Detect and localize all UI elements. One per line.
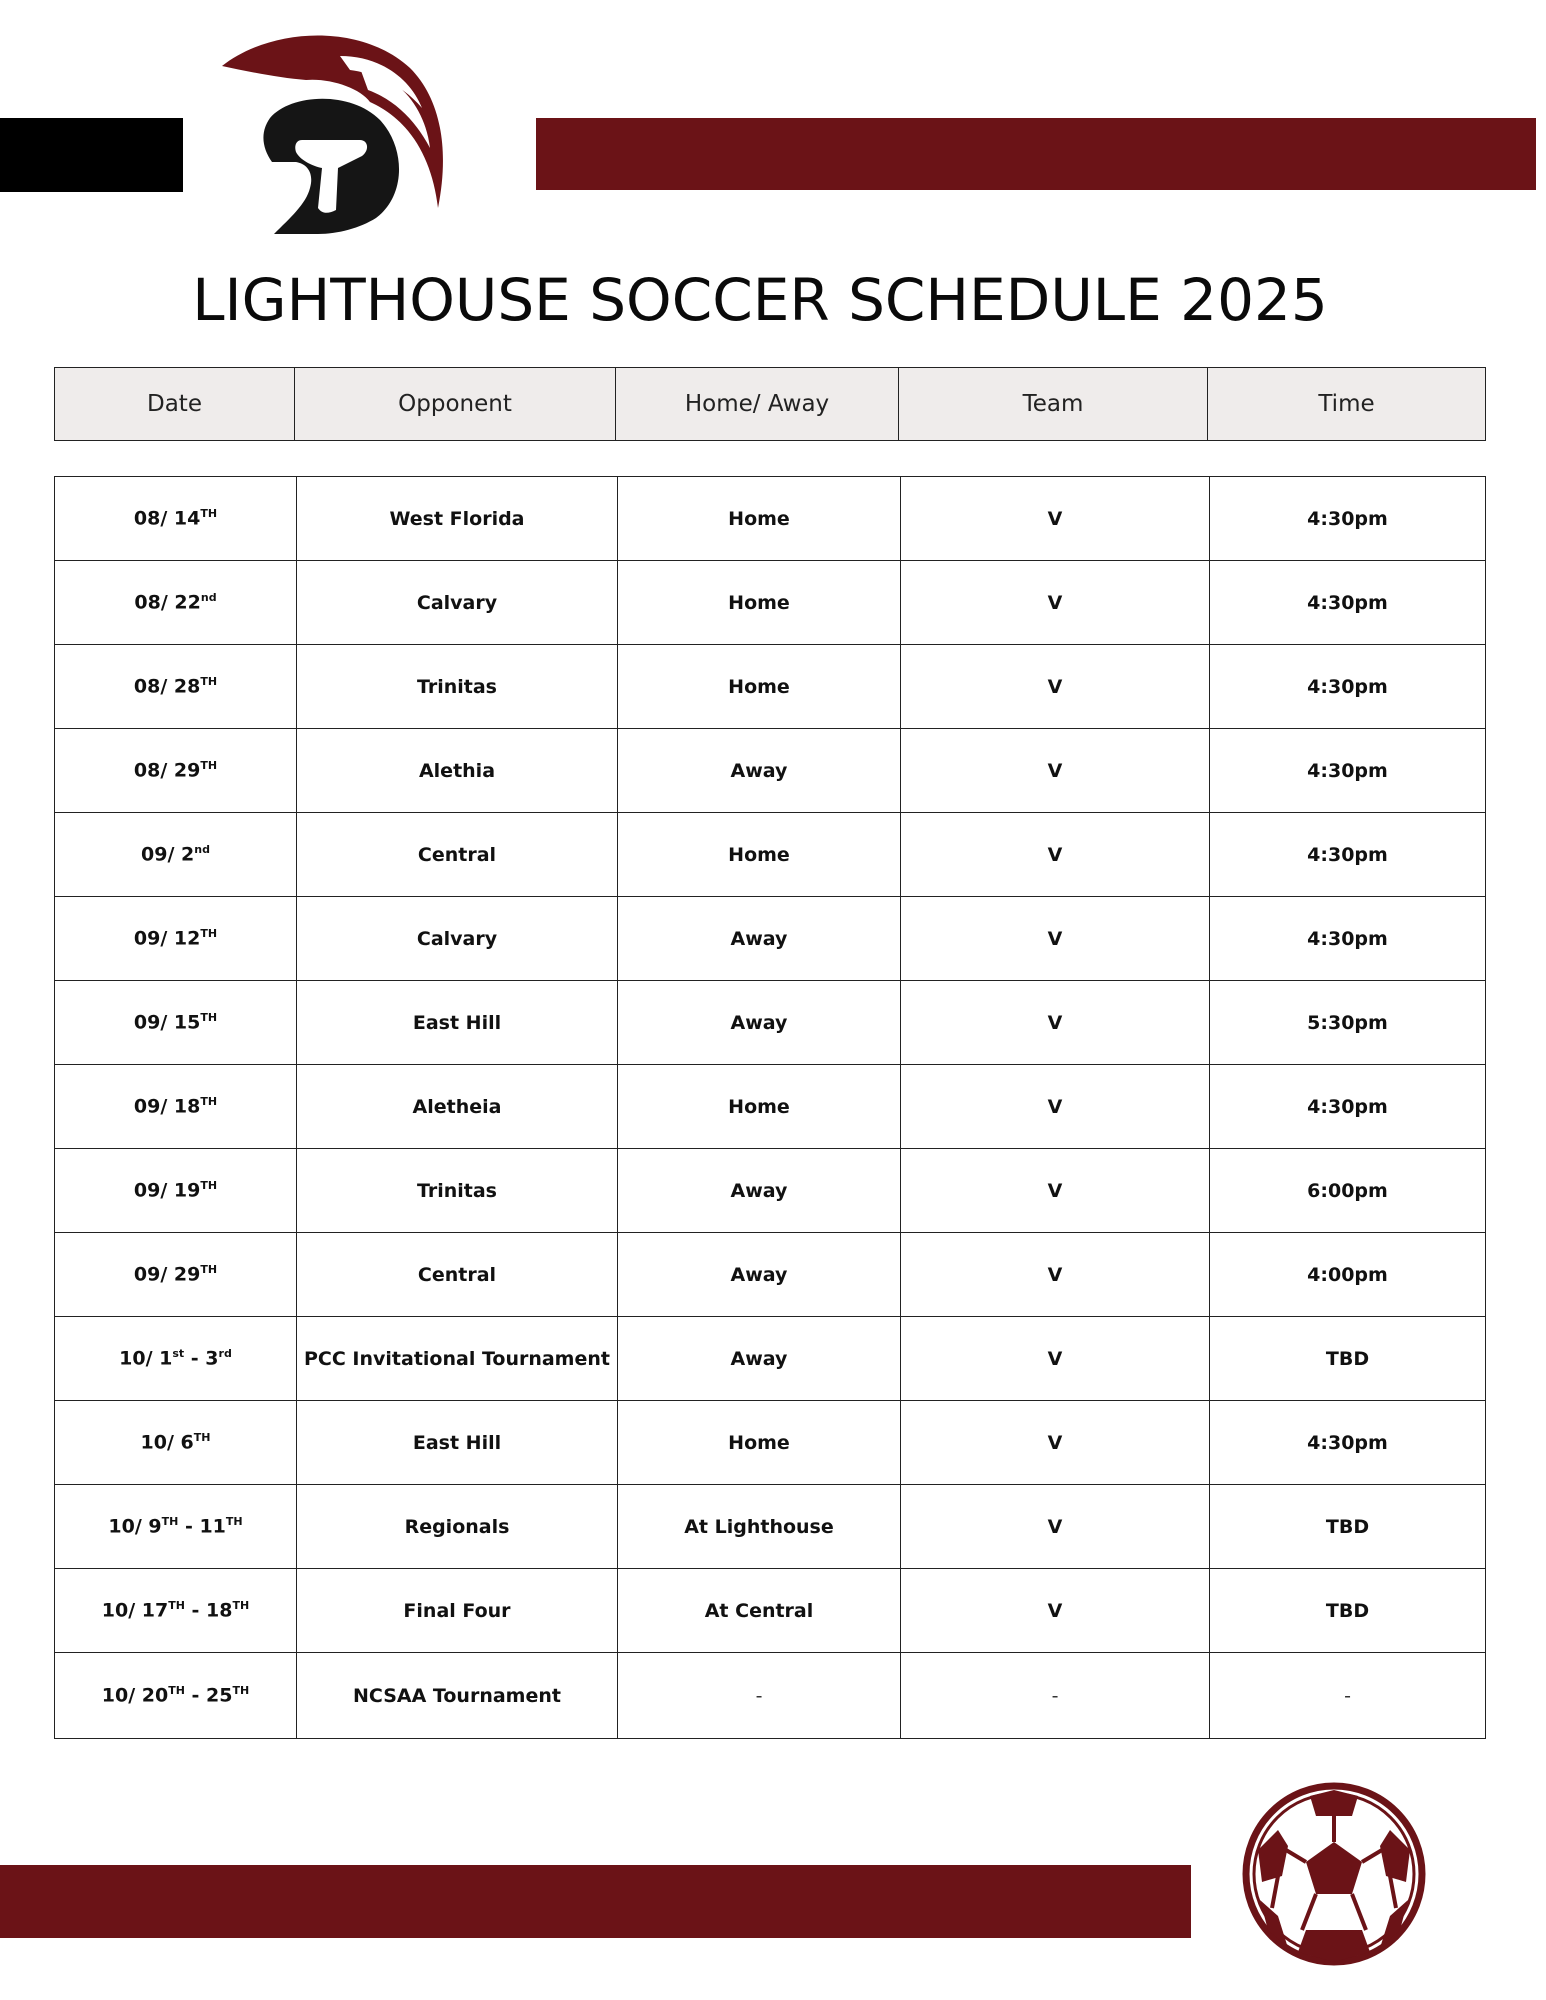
date-cell xyxy=(55,729,297,813)
date-suffix: nd xyxy=(200,591,217,605)
time-cell: 4:00pm xyxy=(1210,1233,1486,1317)
table-row xyxy=(55,1065,1486,1149)
top-left-black-bar xyxy=(0,118,183,192)
date-suffix: TH xyxy=(200,1095,218,1109)
team-cell: V xyxy=(901,477,1210,561)
team-cell: V xyxy=(901,1233,1210,1317)
time-cell: 5:30pm xyxy=(1210,981,1486,1065)
date-cell xyxy=(55,981,297,1065)
team-cell: V xyxy=(901,1065,1210,1149)
header-team: Team xyxy=(899,368,1208,441)
time-cell: 4:30pm xyxy=(1210,477,1486,561)
date-suffix: TH xyxy=(200,1179,218,1193)
time-cell: TBD xyxy=(1210,1317,1486,1401)
home-away-cell: Home xyxy=(618,561,901,645)
date-text: 10/ 1 xyxy=(119,1347,173,1370)
date-cell xyxy=(55,477,297,561)
home-away-cell: At Central xyxy=(618,1569,901,1653)
date-suffix: TH xyxy=(168,1599,185,1613)
opponent-cell: Aletheia xyxy=(297,1065,618,1149)
date-suffix: st xyxy=(172,1347,185,1361)
opponent-cell: Alethia xyxy=(297,729,618,813)
date-cell xyxy=(55,1149,297,1233)
time-cell: TBD xyxy=(1210,1569,1486,1653)
table-row xyxy=(55,981,1486,1065)
header-opponent: Opponent xyxy=(295,368,616,441)
team-cell: V xyxy=(901,729,1210,813)
date-cell xyxy=(55,561,297,645)
header-date: Date xyxy=(55,368,295,441)
time-cell: 4:30pm xyxy=(1210,561,1486,645)
table-row xyxy=(55,729,1486,813)
date-text: 10/ 9 xyxy=(108,1515,162,1538)
schedule-header xyxy=(54,367,1486,441)
date-text: 09/ 18 xyxy=(133,1095,201,1118)
opponent-cell: Calvary xyxy=(297,561,618,645)
table-row xyxy=(55,1401,1486,1485)
date-text: 09/ 2 xyxy=(141,843,195,866)
time-cell: 4:30pm xyxy=(1210,897,1486,981)
table-row xyxy=(55,1149,1486,1233)
opponent-cell: Calvary xyxy=(297,897,618,981)
table-row xyxy=(55,1569,1486,1653)
team-cell: V xyxy=(901,897,1210,981)
schedule-table xyxy=(54,476,1486,1739)
opponent-cell: East Hill xyxy=(297,1401,618,1485)
date-suffix: TH xyxy=(168,1684,185,1698)
table-row xyxy=(55,1653,1486,1739)
time-cell: 4:30pm xyxy=(1210,1065,1486,1149)
date-text: 09/ 15 xyxy=(133,1011,201,1034)
team-cell: V xyxy=(901,1569,1210,1653)
home-away-cell: Home xyxy=(618,1065,901,1149)
date-cell xyxy=(55,1569,297,1653)
soccer-ball-icon xyxy=(1240,1780,1428,1968)
team-cell: V xyxy=(901,813,1210,897)
opponent-cell: Central xyxy=(297,1233,618,1317)
home-away-cell: Home xyxy=(618,477,901,561)
date-text: 09/ 19 xyxy=(133,1179,201,1202)
table-row xyxy=(55,1233,1486,1317)
time-cell: 4:30pm xyxy=(1210,813,1486,897)
date-suffix: nd xyxy=(194,843,210,857)
opponent-cell: Regionals xyxy=(297,1485,618,1569)
date-text: 09/ 29 xyxy=(133,1263,201,1286)
date-end-suffix: TH xyxy=(225,1515,243,1529)
table-row xyxy=(55,897,1486,981)
date-text: 10/ 17 xyxy=(101,1599,169,1622)
date-suffix: TH xyxy=(200,1263,218,1277)
date-cell xyxy=(55,1233,297,1317)
date-end-suffix: rd xyxy=(218,1347,232,1361)
team-cell: V xyxy=(901,1149,1210,1233)
spartan-helmet-icon xyxy=(210,28,450,240)
home-away-cell: Away xyxy=(618,1149,901,1233)
opponent-cell: Central xyxy=(297,813,618,897)
home-away-cell: At Lighthouse xyxy=(618,1485,901,1569)
date-text: 10/ 6 xyxy=(140,1431,194,1454)
page-title: LIGHTHOUSE SOCCER SCHEDULE 2025 xyxy=(192,266,1328,334)
team-cell: V xyxy=(901,1317,1210,1401)
date-end-text: - 11 xyxy=(178,1515,226,1538)
table-row xyxy=(55,1485,1486,1569)
time-cell: 6:00pm xyxy=(1210,1149,1486,1233)
table-row xyxy=(55,1317,1486,1401)
date-suffix: TH xyxy=(200,927,218,941)
header-row xyxy=(55,368,1486,441)
date-cell xyxy=(55,813,297,897)
opponent-cell: NCSAA Tournament xyxy=(297,1653,618,1739)
opponent-cell: East Hill xyxy=(297,981,618,1065)
date-end-text: - 18 xyxy=(184,1599,233,1622)
date-suffix: TH xyxy=(200,1011,218,1025)
date-text: 10/ 20 xyxy=(101,1684,169,1707)
schedule-body xyxy=(55,477,1486,1739)
team-cell: V xyxy=(901,981,1210,1065)
time-cell: TBD xyxy=(1210,1485,1486,1569)
date-end-suffix: TH xyxy=(232,1684,250,1698)
opponent-cell: Final Four xyxy=(297,1569,618,1653)
opponent-cell: Trinitas xyxy=(297,645,618,729)
team-cell: V xyxy=(901,645,1210,729)
table-row xyxy=(55,645,1486,729)
date-suffix: TH xyxy=(200,759,218,773)
date-text: 08/ 14 xyxy=(133,507,201,530)
date-cell xyxy=(55,1485,297,1569)
date-cell xyxy=(55,1401,297,1485)
team-cell: - xyxy=(901,1653,1210,1739)
date-cell xyxy=(55,897,297,981)
date-end-text: - 25 xyxy=(184,1684,233,1707)
home-away-cell: Away xyxy=(618,981,901,1065)
date-end-suffix: TH xyxy=(232,1599,250,1613)
time-cell: 4:30pm xyxy=(1210,729,1486,813)
date-text: 08/ 28 xyxy=(133,675,201,698)
team-cell: V xyxy=(901,1401,1210,1485)
team-cell: V xyxy=(901,1485,1210,1569)
bottom-maroon-bar xyxy=(0,1865,1191,1938)
date-suffix: TH xyxy=(200,675,218,689)
time-cell: 4:30pm xyxy=(1210,1401,1486,1485)
home-away-cell: Home xyxy=(618,1401,901,1485)
date-cell xyxy=(55,1317,297,1401)
time-cell: - xyxy=(1210,1653,1486,1739)
date-suffix: TH xyxy=(193,1431,211,1445)
home-away-cell: - xyxy=(618,1653,901,1739)
opponent-cell: West Florida xyxy=(297,477,618,561)
opponent-cell: PCC Invitational Tournament xyxy=(297,1317,618,1401)
home-away-cell: Away xyxy=(618,897,901,981)
table-row xyxy=(55,477,1486,561)
header-time: Time xyxy=(1208,368,1486,441)
date-suffix: TH xyxy=(200,507,218,521)
team-cell: V xyxy=(901,561,1210,645)
date-cell xyxy=(55,1065,297,1149)
home-away-cell: Home xyxy=(618,645,901,729)
time-cell: 4:30pm xyxy=(1210,645,1486,729)
table-row xyxy=(55,561,1486,645)
header-home-away: Home/ Away xyxy=(616,368,899,441)
top-right-maroon-bar xyxy=(536,118,1536,190)
home-away-cell: Away xyxy=(618,1317,901,1401)
home-away-cell: Home xyxy=(618,813,901,897)
table-row xyxy=(55,813,1486,897)
date-end-text: - 3 xyxy=(184,1347,219,1370)
home-away-cell: Away xyxy=(618,729,901,813)
opponent-cell: Trinitas xyxy=(297,1149,618,1233)
date-text: 08/ 29 xyxy=(133,759,201,782)
date-cell xyxy=(55,645,297,729)
date-text: 08/ 22 xyxy=(134,591,201,614)
date-cell xyxy=(55,1653,297,1739)
date-suffix: TH xyxy=(161,1515,179,1529)
date-text: 09/ 12 xyxy=(133,927,201,950)
home-away-cell: Away xyxy=(618,1233,901,1317)
